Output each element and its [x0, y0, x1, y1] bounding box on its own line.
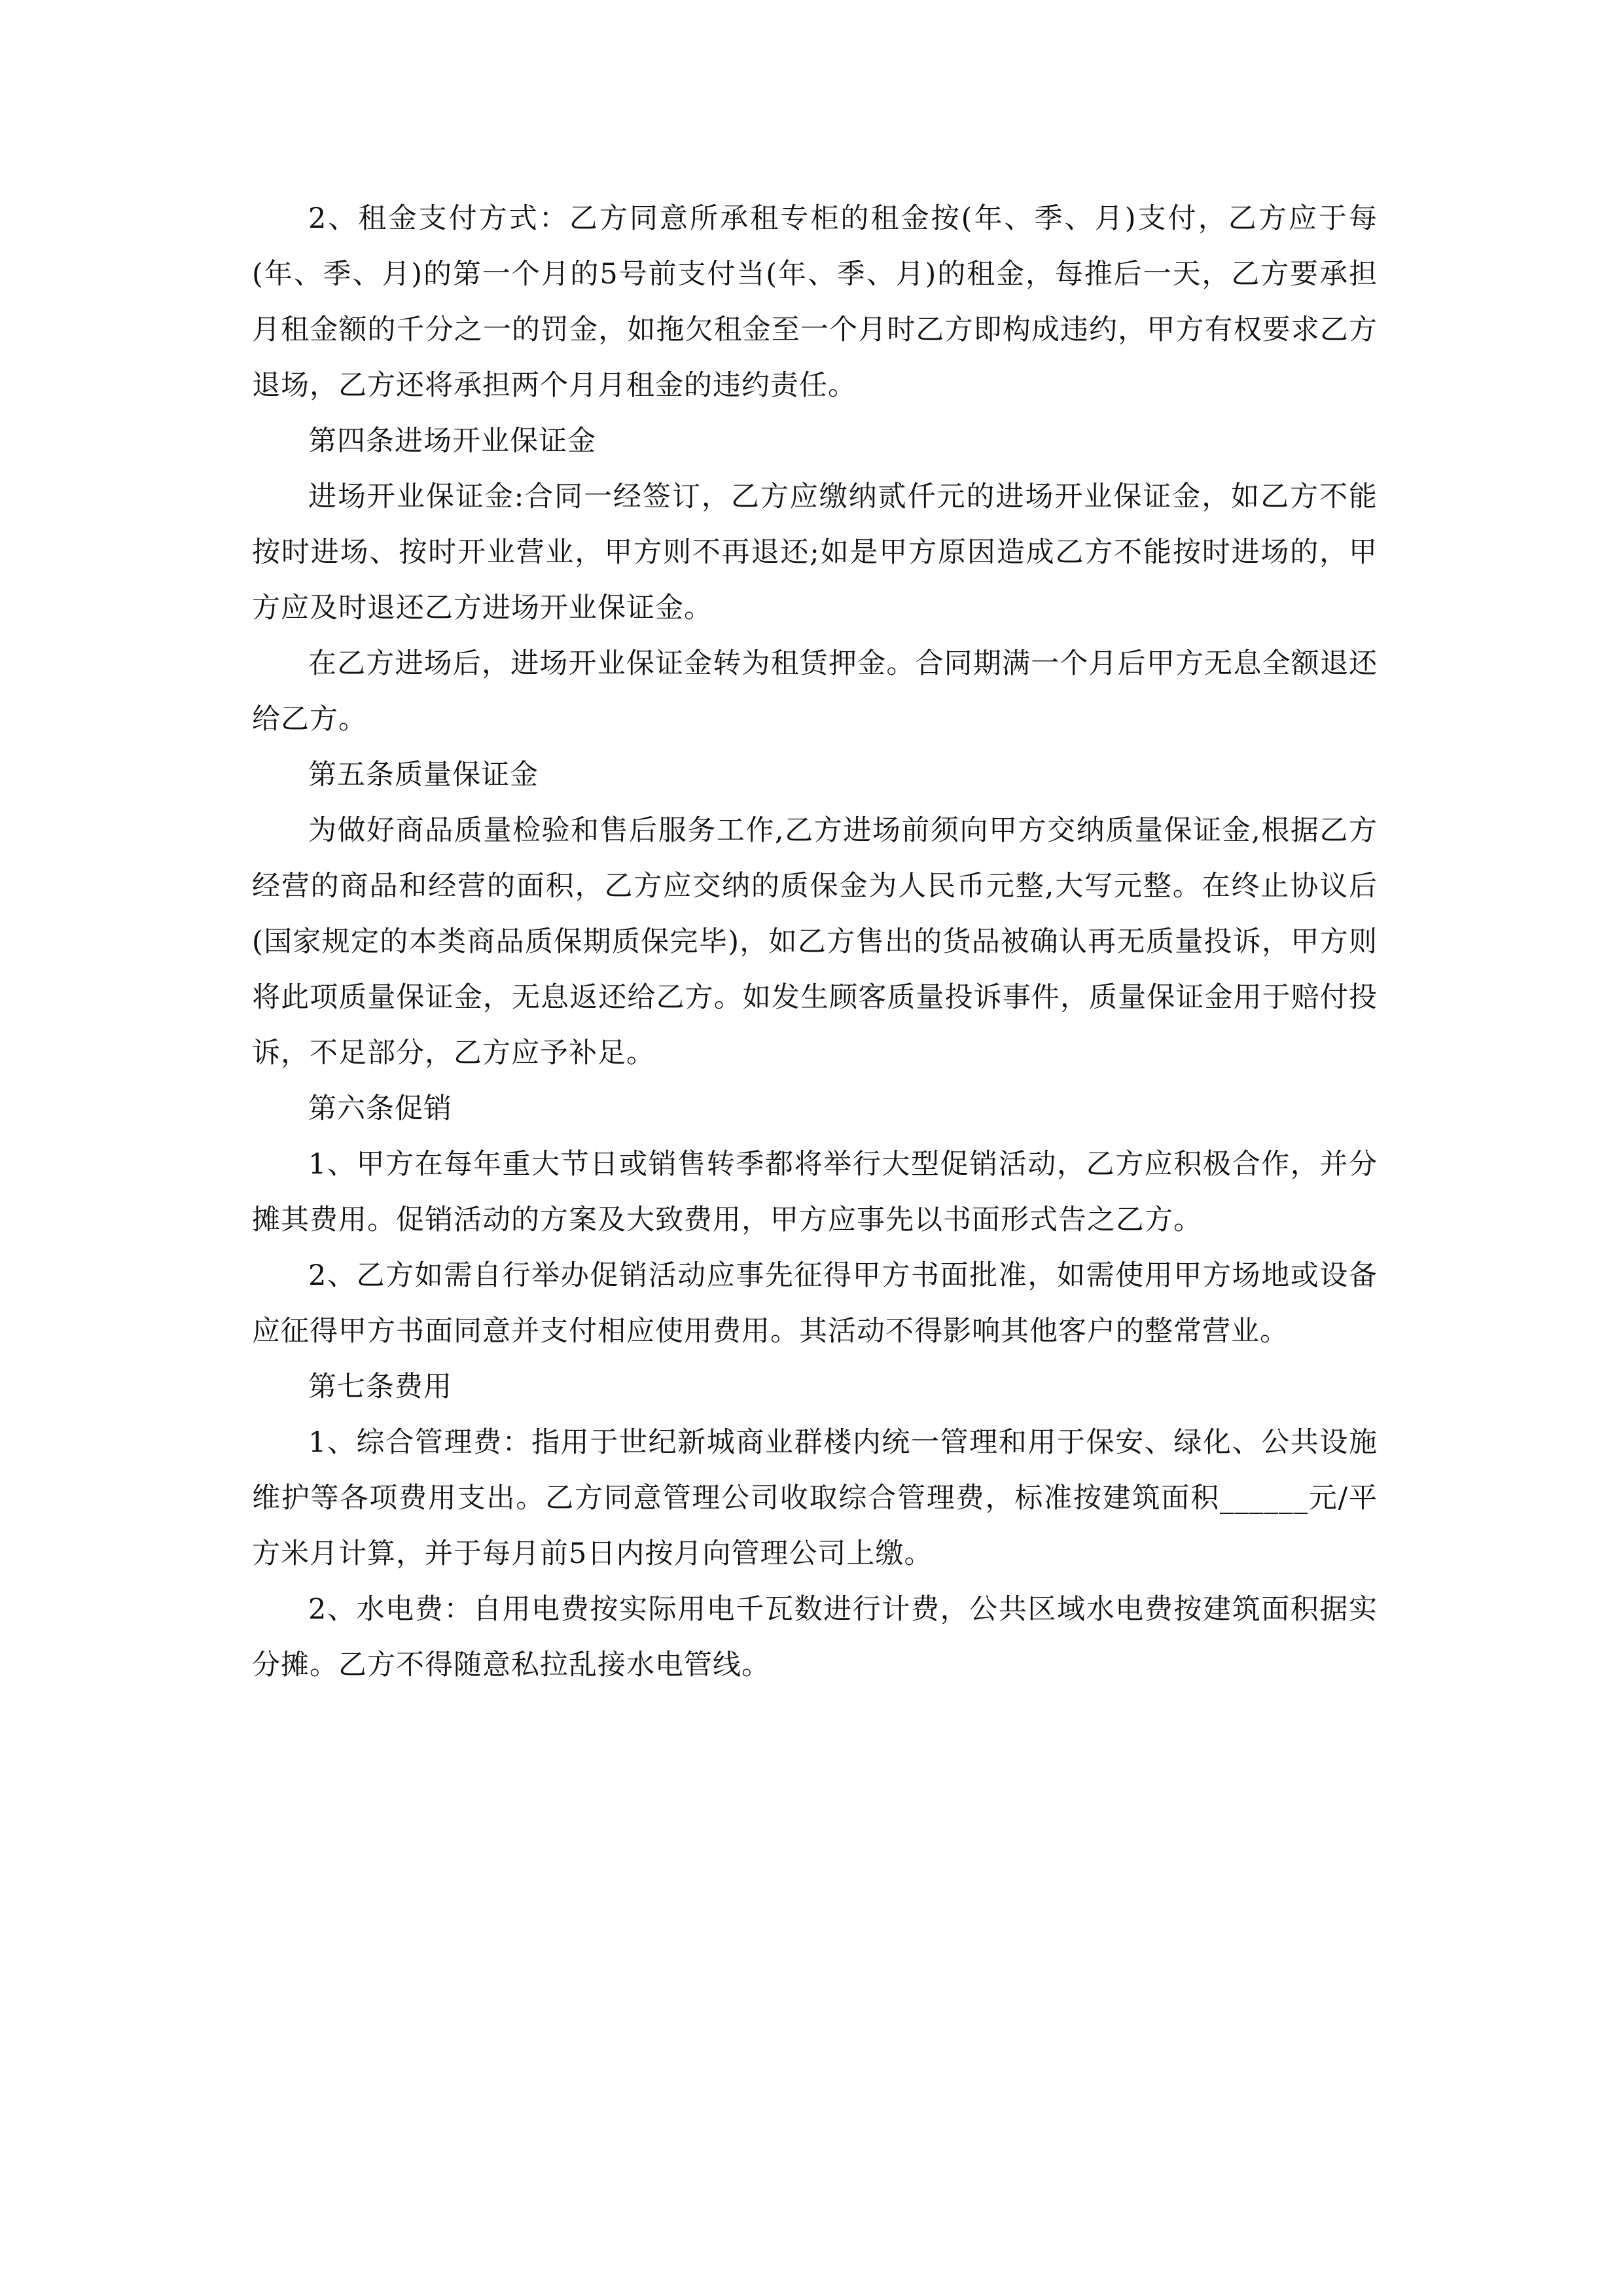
heading-article-5: 第五条质量保证金 [308, 759, 539, 791]
heading-article-7: 第七条费用 [308, 1371, 452, 1403]
heading-article-6: 第六条促销 [308, 1092, 452, 1125]
document-body [252, 191, 1378, 1693]
paragraph-opening-deposit: 进场开业保证金:合同一经签订，乙方应缴纳贰仟元的进场开业保证金，如乙方不能按时进场、按时开业营业，甲方则不再退还;如是甲方原因造成乙方不能按时进场的，甲方应及时退还乙方进场开业保证金。 [252, 480, 1378, 624]
paragraph-deposit-conversion: 在乙方进场后，进场开业保证金转为租赁押金。合同期满一个月后甲方无息全额退还给乙方。 [252, 647, 1378, 736]
paragraph-promotion-1: 1、甲方在每年重大节日或销售转季都将举行大型促销活动，乙方应积极合作，并分摊其费用。促销活动的方案及大致费用，甲方应事先以书面形式告之乙方。 [252, 1148, 1378, 1236]
paragraph-promotion-2: 2、乙方如需自行举办促销活动应事先征得甲方书面批准，如需使用甲方场地或设备应征得甲方书面同意并支付相应使用费用。其活动不得影响其他客户的整常营业。 [252, 1259, 1378, 1348]
paragraph-quality-deposit: 为做好商品质量检验和售后服务工作,乙方进场前须向甲方交纳质量保证金,根据乙方经营的商品和经营的面积，乙方应交纳的质保金为人民币元整,大写元整。在终止协议后(国家规定的本类商品质保期质保完毕)，如乙方售出的货品被确认再无质量投诉，甲方则将此项质量保证金，无息返还给乙方。如发生顾客质量投诉事件，质量保证金用于赔付投诉，不足部分，乙方应予补足。 [252, 814, 1378, 1069]
paragraph-management-fee: 1、综合管理费：指用于世纪新城商业群楼内统一管理和用于保安、绿化、公共设施维护等各项费用支出。乙方同意管理公司收取综合管理费，标准按建筑面积______元/平方米月计算，并于每月前5日内按月向管理公司上缴。 [252, 1426, 1378, 1570]
heading-article-4: 第四条进场开业保证金 [308, 425, 596, 457]
paragraph-utilities-fee: 2、水电费：自用电费按实际用电千瓦数进行计费，公共区域水电费按建筑面积据实分摊。乙方不得随意私拉乱接水电管线。 [252, 1593, 1378, 1681]
paragraph-rent-payment: 2、租金支付方式：乙方同意所承租专柜的租金按(年、季、月)支付，乙方应于每(年、季、月)的第一个月的5号前支付当(年、季、月)的租金，每推后一天，乙方要承担月租金额的千分之一的罚金，如拖欠租金至一个月时乙方即构成违约，甲方有权要求乙方退场，乙方还将承担两个月月租金的违约责任。 [252, 202, 1378, 402]
